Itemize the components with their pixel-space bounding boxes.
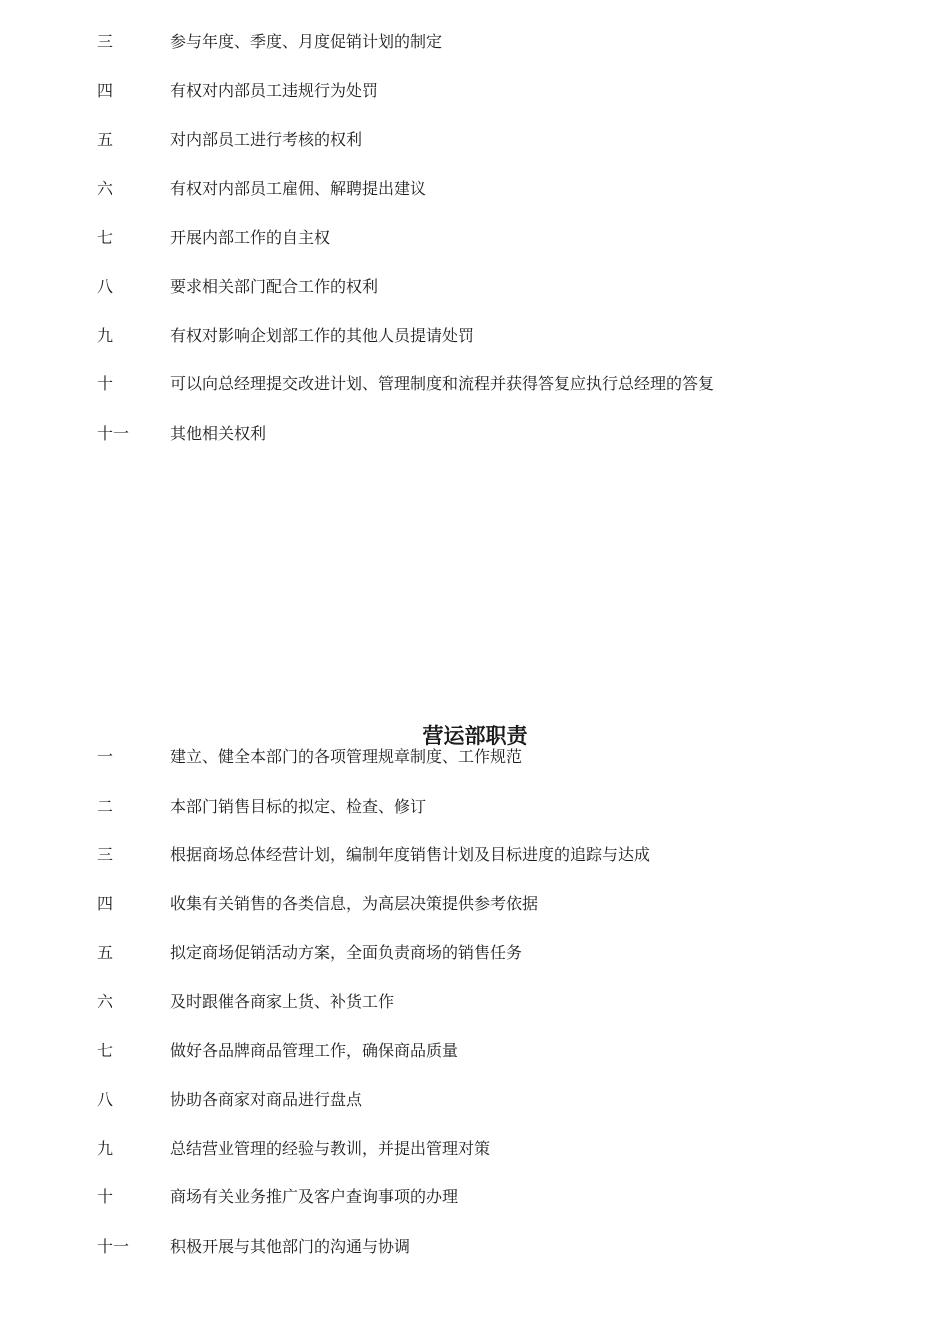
item-text: 有权对内部员工雇佣、解聘提出建议 — [170, 179, 427, 198]
item-number: 十一 — [97, 424, 130, 443]
item-number: 四 — [97, 81, 114, 100]
item-number: 三 — [97, 32, 114, 51]
item-number: 九 — [97, 1139, 114, 1158]
item-text: 拟定商场促销活动方案，全面负责商场的销售任务 — [170, 943, 523, 962]
list-item — [0, 227, 950, 249]
item-text: 建立、健全本部门的各项管理规章制度、工作规范 — [170, 747, 523, 766]
list-item — [0, 423, 950, 445]
item-number: 一 — [97, 747, 114, 766]
item-number: 十一 — [97, 1237, 130, 1256]
list-item — [0, 991, 950, 1013]
item-number: 六 — [97, 179, 114, 198]
list-item — [0, 373, 950, 395]
item-number: 六 — [97, 992, 114, 1011]
item-number: 五 — [97, 130, 114, 149]
item-text: 根据商场总体经营计划，编制年度销售计划及目标进度的追踪与达成 — [170, 845, 651, 864]
item-text: 其他相关权利 — [170, 424, 267, 443]
list-item — [0, 844, 950, 866]
list-item — [0, 276, 950, 298]
item-text: 收集有关销售的各类信息，为高层决策提供参考依据 — [170, 894, 539, 913]
list-item — [0, 942, 950, 964]
list-item — [0, 1089, 950, 1111]
item-number: 九 — [97, 326, 114, 345]
item-number: 七 — [97, 228, 114, 247]
list-item — [0, 31, 950, 53]
item-text: 及时跟催各商家上货、补货工作 — [170, 992, 395, 1011]
item-number: 七 — [97, 1041, 114, 1060]
list-item — [0, 1186, 950, 1208]
item-text: 参与年度、季度、月度促销计划的制定 — [170, 32, 443, 51]
item-text: 有权对内部员工违规行为处罚 — [170, 81, 379, 100]
list-item — [0, 796, 950, 818]
list-item — [0, 80, 950, 102]
list-item — [0, 178, 950, 200]
item-text: 做好各品牌商品管理工作，确保商品质量 — [170, 1041, 459, 1060]
item-text: 有权对影响企划部工作的其他人员提请处罚 — [170, 326, 475, 345]
item-text: 开展内部工作的自主权 — [170, 228, 331, 247]
list-item — [0, 325, 950, 347]
item-text: 积极开展与其他部门的沟通与协调 — [170, 1237, 411, 1256]
list-item — [0, 1138, 950, 1160]
item-text: 商场有关业务推广及客户查询事项的办理 — [170, 1187, 459, 1206]
section-title: 营运部职责 — [422, 724, 528, 748]
item-number: 八 — [97, 1090, 114, 1109]
list-item — [0, 1236, 950, 1258]
list-item — [0, 129, 950, 151]
list-item — [0, 893, 950, 915]
item-number: 五 — [97, 943, 114, 962]
item-text: 协助各商家对商品进行盘点 — [170, 1090, 363, 1109]
list-item — [0, 746, 950, 768]
item-text: 本部门销售目标的拟定、检查、修订 — [170, 797, 427, 816]
item-number: 十 — [97, 374, 114, 393]
item-text: 总结营业管理的经验与教训，并提出管理对策 — [170, 1139, 491, 1158]
item-number: 八 — [97, 277, 114, 296]
item-number: 三 — [97, 845, 114, 864]
item-text: 要求相关部门配合工作的权利 — [170, 277, 379, 296]
item-number: 四 — [97, 894, 114, 913]
item-number: 十 — [97, 1187, 114, 1206]
item-number: 二 — [97, 797, 114, 816]
list-item — [0, 1040, 950, 1062]
item-text: 可以向总经理提交改进计划、管理制度和流程并获得答复应执行总经理的答复 — [170, 374, 715, 393]
item-text: 对内部员工进行考核的权利 — [170, 130, 363, 149]
